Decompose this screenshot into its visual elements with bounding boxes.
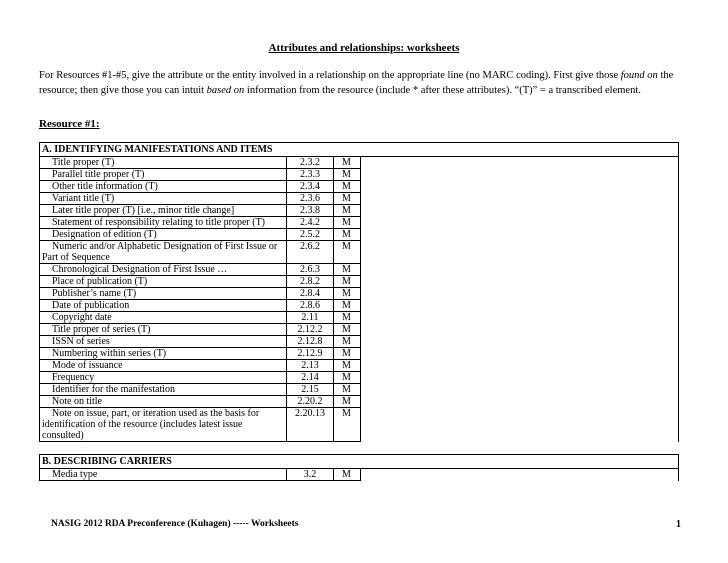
rda-rule-number: 2.20.2 <box>287 396 334 408</box>
rda-rule-number: 2.3.4 <box>287 181 334 193</box>
core-code: M <box>334 264 361 276</box>
element-label: Note on issue, part, or iteration used as the basis for identification of the resource (includes latest issue consulted) <box>40 408 287 442</box>
element-label: Designation of edition (T) <box>40 229 287 241</box>
element-label: Title proper (T) <box>40 157 287 169</box>
rda-rule-number: 2.12.2 <box>287 324 334 336</box>
answer-cell[interactable] <box>361 157 679 169</box>
table-row <box>40 469 679 481</box>
rda-rule-number: 2.3.3 <box>287 169 334 181</box>
element-label: Place of publication (T) <box>40 276 287 288</box>
answer-cell[interactable] <box>361 193 679 205</box>
section-b-heading-row <box>40 455 679 469</box>
element-label: Other title information (T) <box>40 181 287 193</box>
core-code: M <box>334 157 361 169</box>
table-row <box>40 241 679 264</box>
answer-cell[interactable] <box>361 205 679 217</box>
section-a-table <box>39 142 679 442</box>
intro-part-1: For Resources #1-#5, give the attribute or the entity involved in a relationship on the appropriate line (no MARC coding). First give those <box>39 70 621 81</box>
core-code: M <box>334 276 361 288</box>
rda-rule-number: 2.3.2 <box>287 157 334 169</box>
answer-cell[interactable] <box>361 360 679 372</box>
element-label: Copyright date <box>40 312 287 324</box>
table-row <box>40 157 679 169</box>
rda-rule-number: 2.12.9 <box>287 348 334 360</box>
table-row <box>40 408 679 442</box>
table-row <box>40 181 679 193</box>
table-row <box>40 288 679 300</box>
answer-cell[interactable] <box>361 181 679 193</box>
rda-rule-number: 3.2 <box>287 469 334 481</box>
rda-rule-number: 2.6.2 <box>287 241 334 264</box>
rda-rule-number: 2.6.3 <box>287 264 334 276</box>
answer-cell[interactable] <box>361 276 679 288</box>
rda-rule-number: 2.12.8 <box>287 336 334 348</box>
answer-cell[interactable] <box>361 324 679 336</box>
section-a-heading-row <box>40 143 679 157</box>
element-label: Variant title (T) <box>40 193 287 205</box>
core-code: M <box>334 229 361 241</box>
answer-cell[interactable] <box>361 469 679 481</box>
intro-found-on: found on <box>620 70 658 81</box>
element-label: Identifier for the manifestation <box>40 384 287 396</box>
table-row <box>40 276 679 288</box>
table-row <box>40 384 679 396</box>
core-code: M <box>334 469 361 481</box>
core-code: M <box>334 181 361 193</box>
element-label: Frequency <box>40 372 287 384</box>
element-label: Media type <box>40 469 287 481</box>
core-code: M <box>334 312 361 324</box>
rda-rule-number: 2.8.2 <box>287 276 334 288</box>
answer-cell[interactable] <box>361 241 679 264</box>
element-label: Chronological Designation of First Issue … <box>40 264 287 276</box>
element-label: Statement of responsibility relating to title proper (T) <box>40 217 287 229</box>
core-code: M <box>334 348 361 360</box>
table-row <box>40 229 679 241</box>
resource-heading: Resource #1: <box>39 118 100 130</box>
element-label: Numbering within series (T) <box>40 348 287 360</box>
answer-cell[interactable] <box>361 169 679 181</box>
section-b-table <box>39 454 679 481</box>
table-row <box>40 205 679 217</box>
intro-based-on: based on <box>206 85 245 96</box>
table-row <box>40 312 679 324</box>
answer-cell[interactable] <box>361 300 679 312</box>
answer-cell[interactable] <box>361 384 679 396</box>
rda-rule-number: 2.3.6 <box>287 193 334 205</box>
core-code: M <box>334 372 361 384</box>
core-code: M <box>334 241 361 264</box>
core-code: M <box>334 336 361 348</box>
answer-cell[interactable] <box>361 312 679 324</box>
intro-part-2: the resource; then give those you can intuit <box>39 70 674 96</box>
element-label: Later title proper (T) [i.e., minor title change] <box>40 205 287 217</box>
core-code: M <box>334 360 361 372</box>
rda-rule-number: 2.15 <box>287 384 334 396</box>
rda-rule-number: 2.11 <box>287 312 334 324</box>
table-row <box>40 372 679 384</box>
core-code: M <box>334 205 361 217</box>
core-code: M <box>334 300 361 312</box>
element-label: Note on title <box>40 396 287 408</box>
answer-cell[interactable] <box>361 396 679 408</box>
core-code: M <box>334 193 361 205</box>
element-label: Date of publication <box>40 300 287 312</box>
rda-rule-number: 2.8.6 <box>287 300 334 312</box>
answer-cell[interactable] <box>361 288 679 300</box>
core-code: M <box>334 169 361 181</box>
table-row <box>40 336 679 348</box>
answer-cell[interactable] <box>361 217 679 229</box>
section-b-heading: B. DESCRIBING CARRIERS <box>40 455 679 469</box>
table-row <box>40 348 679 360</box>
core-code: M <box>334 217 361 229</box>
page-number: 1 <box>676 519 681 530</box>
table-row <box>40 169 679 181</box>
core-code: M <box>334 288 361 300</box>
table-row <box>40 324 679 336</box>
answer-cell[interactable] <box>361 229 679 241</box>
answer-cell[interactable] <box>361 336 679 348</box>
rda-rule-number: 2.3.8 <box>287 205 334 217</box>
section-a-heading: A. IDENTIFYING MANIFESTATIONS AND ITEMS <box>40 143 679 157</box>
rda-rule-number: 2.14 <box>287 372 334 384</box>
answer-cell[interactable] <box>361 264 679 276</box>
table-row <box>40 217 679 229</box>
rda-rule-number: 2.13 <box>287 360 334 372</box>
answer-cell[interactable] <box>361 348 679 360</box>
table-row <box>40 264 679 276</box>
element-label: ISSN of series <box>40 336 287 348</box>
core-code: M <box>334 384 361 396</box>
element-label: Parallel title proper (T) <box>40 169 287 181</box>
answer-cell[interactable] <box>361 408 679 442</box>
table-row <box>40 360 679 372</box>
rda-rule-number: 2.4.2 <box>287 217 334 229</box>
element-label: Numeric and/or Alphabetic Designation of First Issue or Part of Sequence <box>40 241 287 264</box>
element-label: Mode of issuance <box>40 360 287 372</box>
core-code: M <box>334 408 361 442</box>
table-row <box>40 300 679 312</box>
rda-rule-number: 2.5.2 <box>287 229 334 241</box>
page-footer: NASIG 2012 RDA Preconference (Kuhagen) ----- Worksheets <box>51 519 299 529</box>
answer-cell[interactable] <box>361 372 679 384</box>
table-row <box>40 396 679 408</box>
rda-rule-number: 2.20.13 <box>287 408 334 442</box>
core-code: M <box>334 396 361 408</box>
element-label: Title proper of series (T) <box>40 324 287 336</box>
worksheet-title: Attributes and relationships: worksheets <box>268 42 460 54</box>
element-label: Publisher’s name (T) <box>40 288 287 300</box>
instructions-paragraph <box>39 68 679 98</box>
table-row <box>40 193 679 205</box>
intro-part-3: information from the resource (include * after these attributes). “(T)” = a transcribed element. <box>244 85 641 96</box>
rda-rule-number: 2.8.4 <box>287 288 334 300</box>
core-code: M <box>334 324 361 336</box>
